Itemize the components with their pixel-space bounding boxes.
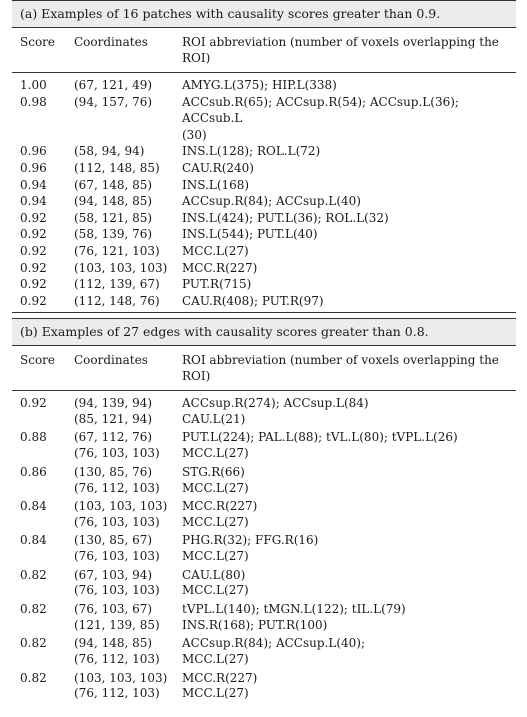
score-cell: 0.84 — [20, 533, 47, 548]
roi-cell — [182, 260, 512, 277]
roi-text: INS.L(424); PUT.L(36); ROL.L(32) — [182, 210, 389, 225]
coordinate-text: (76, 103, 103) — [74, 514, 160, 529]
roi-cell — [182, 143, 512, 160]
edges-table-caption: (b) Examples of 27 edges with causality scores greater than 0.8. — [12, 318, 516, 346]
roi-cell — [182, 499, 512, 531]
roi-cell — [182, 465, 512, 497]
table-row — [12, 465, 516, 497]
roi-cell — [182, 568, 512, 600]
coordinate-text: (67, 112, 76) — [74, 430, 153, 445]
table-row — [12, 276, 516, 293]
roi-text: MCC.R(227) — [182, 670, 258, 685]
coordinate-text: (103, 103, 103) — [74, 498, 168, 513]
roi-text: PHG.R(32); FFG.R(16) — [182, 533, 319, 548]
table-row — [12, 260, 516, 277]
score-cell: 0.92 — [20, 243, 47, 258]
roi-text: INS.R(168); PUT.R(100) — [182, 617, 328, 632]
roi-text: ACCsub.R(65); ACCsup.R(54); ACCsup.L(36); ACCsub.L — [182, 94, 459, 126]
roi-text: MCC.R(227) — [182, 498, 258, 513]
patches-table-bottom-rule — [12, 312, 516, 313]
coordinates-cell: (67, 148, 85) — [74, 177, 153, 192]
roi-header: ROI abbreviation (number of voxels overlapping the ROI) — [182, 35, 499, 65]
roi-text: CAU.L(80) — [182, 567, 246, 582]
roi-text: tVPL.L(140); tMGN.L(122); tIL.L(79) — [182, 601, 406, 616]
roi-cell — [182, 77, 512, 94]
coordinates-cell: (76, 121, 103) — [74, 243, 160, 258]
table-row — [12, 77, 516, 94]
roi-text: MCC.R(227) — [182, 260, 258, 275]
patches-table-body — [12, 73, 516, 309]
coordinates-cell: (58, 139, 76) — [74, 227, 153, 242]
coordinates-cell: (112, 139, 67) — [74, 277, 160, 292]
coordinates-cell — [74, 602, 182, 634]
score-cell: 0.92 — [20, 396, 47, 410]
table-row — [12, 293, 516, 310]
roi-text: MCC.L(27) — [182, 514, 249, 529]
roi-cell — [182, 243, 512, 260]
score-cell: 0.92 — [20, 210, 47, 225]
score-cell: 0.92 — [20, 277, 47, 292]
table-row — [12, 243, 516, 260]
edges-table-body — [12, 391, 516, 702]
score-header: Score — [20, 353, 56, 367]
table-row — [12, 499, 516, 531]
coordinate-text: (76, 103, 103) — [74, 549, 160, 564]
roi-text: CAU.L(21) — [182, 411, 246, 426]
roi-text: MCC.L(27) — [182, 652, 249, 667]
roi-cell — [182, 533, 512, 565]
roi-cell — [182, 210, 512, 227]
table-row — [12, 430, 516, 462]
roi-text: MCC.L(27) — [182, 480, 249, 495]
roi-cell — [182, 293, 512, 310]
score-cell: 0.82 — [20, 601, 47, 616]
table-row — [12, 636, 516, 668]
roi-header: ROI abbreviation (number of voxels overlapping the ROI) — [182, 353, 499, 383]
table-row — [12, 568, 516, 600]
score-cell: 0.96 — [20, 160, 47, 175]
roi-text: ACCsup.R(84); ACCsup.L(40); — [182, 636, 365, 651]
score-cell: 0.84 — [20, 498, 47, 513]
roi-text: MCC.L(27) — [182, 686, 249, 701]
table-row — [12, 671, 516, 703]
roi-text: ACCsup.R(274); ACCsup.L(84) — [182, 396, 369, 410]
table-row — [12, 602, 516, 634]
coordinate-text: (94, 139, 94) — [74, 396, 153, 410]
roi-text: INS.L(128); ROL.L(72) — [182, 144, 321, 159]
score-cell: 0.82 — [20, 567, 47, 582]
coordinate-text: (76, 112, 103) — [74, 480, 160, 495]
coordinate-text: (76, 112, 103) — [74, 686, 160, 701]
roi-text: MCC.L(27) — [182, 243, 249, 258]
roi-text: INS.L(544); PUT.L(40) — [182, 227, 318, 242]
score-cell: 0.88 — [20, 430, 47, 445]
coordinate-text: (121, 139, 85) — [74, 617, 160, 632]
roi-cell — [182, 94, 512, 144]
roi-text: CAU.R(408); PUT.R(97) — [182, 293, 324, 308]
score-cell: 0.94 — [20, 177, 47, 192]
coordinates-cell: (67, 121, 49) — [74, 78, 153, 92]
coordinates-cell: (58, 121, 85) — [74, 210, 153, 225]
score-cell: 0.82 — [20, 636, 47, 651]
table-row — [12, 160, 516, 177]
coordinates-cell: (112, 148, 85) — [74, 160, 160, 175]
edges-table-header — [12, 346, 516, 391]
score-cell: 0.86 — [20, 464, 47, 479]
score-cell: 0.96 — [20, 144, 47, 159]
roi-text: MCC.L(27) — [182, 583, 249, 598]
roi-cell — [182, 430, 512, 462]
table-row — [12, 533, 516, 565]
coordinates-cell — [74, 636, 182, 668]
table-row — [12, 396, 516, 428]
coordinate-text: (76, 103, 103) — [74, 583, 160, 598]
table-row — [12, 210, 516, 227]
edges-table — [12, 318, 516, 705]
table-row — [12, 177, 516, 194]
coordinate-text: (94, 148, 85) — [74, 636, 153, 651]
coordinates-cell — [74, 430, 182, 462]
roi-text: ACCsup.R(84); ACCsup.L(40) — [182, 194, 361, 209]
coordinate-text: (130, 85, 67) — [74, 533, 153, 548]
table-row — [12, 226, 516, 243]
score-cell: 0.94 — [20, 194, 47, 209]
roi-text: (30) — [182, 127, 207, 142]
score-cell: 1.00 — [20, 78, 47, 92]
coordinates-cell — [74, 568, 182, 600]
coordinates-cell — [74, 499, 182, 531]
table-row — [12, 94, 516, 144]
coordinate-text: (76, 103, 103) — [74, 446, 160, 461]
roi-text: INS.L(168) — [182, 177, 250, 192]
coordinates-cell: (112, 148, 76) — [74, 293, 160, 308]
roi-cell — [182, 226, 512, 243]
coordinates-cell: (94, 157, 76) — [74, 94, 153, 109]
coordinate-text: (85, 121, 94) — [74, 411, 153, 426]
coordinate-text: (130, 85, 76) — [74, 464, 153, 479]
score-header: Score — [20, 35, 56, 49]
score-cell: 0.92 — [20, 260, 47, 275]
coordinates-header: Coordinates — [74, 353, 148, 367]
coordinate-text: (67, 103, 94) — [74, 567, 153, 582]
patches-table-header — [12, 28, 516, 73]
score-cell: 0.92 — [20, 227, 47, 242]
coordinates-header: Coordinates — [74, 35, 148, 49]
coordinates-cell — [74, 465, 182, 497]
coordinate-text: (76, 112, 103) — [74, 652, 160, 667]
table-row — [12, 143, 516, 160]
roi-cell — [182, 396, 512, 428]
roi-text: CAU.R(240) — [182, 160, 254, 175]
roi-cell — [182, 160, 512, 177]
score-cell: 0.92 — [20, 293, 47, 308]
score-cell: 0.82 — [20, 670, 47, 685]
roi-text: MCC.L(27) — [182, 549, 249, 564]
roi-text: MCC.L(27) — [182, 446, 249, 461]
score-cell: 0.98 — [20, 94, 47, 109]
roi-text: STG.R(66) — [182, 464, 245, 479]
coordinates-cell: (94, 148, 85) — [74, 194, 153, 209]
roi-cell — [182, 671, 512, 703]
roi-cell — [182, 177, 512, 194]
coordinates-cell: (58, 94, 94) — [74, 144, 145, 159]
roi-text: AMYG.L(375); HIP.L(338) — [182, 78, 337, 92]
patches-table — [12, 0, 516, 313]
table-row — [12, 193, 516, 210]
roi-text: PUT.R(715) — [182, 277, 252, 292]
coordinates-cell — [74, 533, 182, 565]
coordinate-text: (103, 103, 103) — [74, 670, 168, 685]
coordinates-cell — [74, 396, 182, 428]
roi-cell — [182, 602, 512, 634]
coordinates-cell — [74, 671, 182, 703]
coordinates-cell: (103, 103, 103) — [74, 260, 168, 275]
roi-cell — [182, 636, 512, 668]
patches-table-caption: (a) Examples of 16 patches with causality scores greater than 0.9. — [12, 0, 516, 28]
roi-cell — [182, 193, 512, 210]
roi-cell — [182, 276, 512, 293]
roi-text: PUT.L(224); PAL.L(88); tVL.L(80); tVPL.L(26) — [182, 430, 458, 445]
coordinate-text: (76, 103, 67) — [74, 601, 153, 616]
